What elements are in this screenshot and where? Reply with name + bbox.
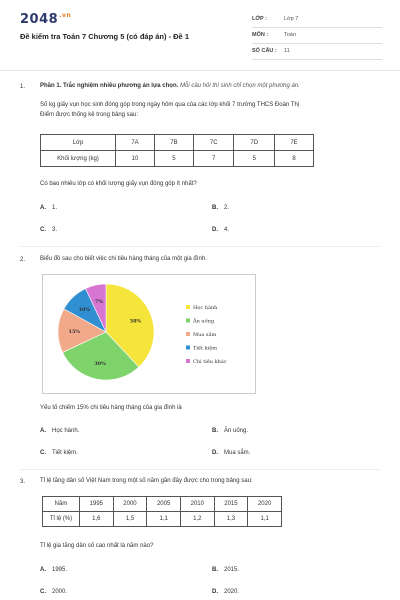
question-3-option-b[interactable] — [212, 567, 239, 573]
question-3-text: Tỉ lệ gia tăng dân số cao nhất là năm nào? — [40, 543, 154, 549]
table-header-cell: 2020 — [248, 497, 282, 512]
header-divider — [0, 70, 400, 71]
table-cell: 5 — [154, 151, 193, 167]
legend-label: Chi tiêu khác — [193, 359, 227, 365]
option-letter: D. — [212, 589, 218, 595]
option-letter: A. — [40, 567, 46, 573]
site-logo[interactable] — [20, 12, 71, 27]
question-2-number: 2. — [20, 257, 26, 263]
legend-swatch — [186, 332, 190, 336]
question-3-intro: Tỉ lệ tăng dân số Việt Nam trong một số năm gần đây được cho trong bảng sau: — [40, 478, 253, 484]
table-header-cell: 2000 — [113, 497, 147, 512]
question-2-intro: Biểu đồ sau cho biết việc chi tiêu hàng tháng của một gia đình. — [40, 256, 207, 262]
question-2-option-a[interactable] — [40, 428, 79, 434]
meta-count-key: SỐ CÂU : — [252, 48, 277, 54]
table-cell: 1,2 — [180, 512, 214, 527]
meta-class-row — [252, 14, 382, 28]
logo-text: 2048 — [20, 12, 59, 27]
legend-swatch — [186, 359, 190, 363]
question-divider — [20, 469, 380, 470]
option-text: 2. — [224, 205, 230, 211]
table-cell: 1,6 — [80, 512, 114, 527]
question-3-table — [42, 496, 282, 527]
table-header-cell: Lớp — [41, 135, 116, 151]
option-letter: B. — [212, 567, 218, 573]
legend-label: Mua sắm — [193, 332, 217, 338]
option-text: 2020. — [224, 589, 240, 595]
table-header-cell: 2010 — [180, 497, 214, 512]
option-text: Học hành. — [52, 428, 80, 434]
option-letter: C. — [40, 450, 46, 456]
question-1-number: 1. — [20, 84, 26, 90]
option-letter: D. — [212, 450, 218, 456]
option-letter: D. — [212, 227, 218, 233]
table-cell: 1,3 — [214, 512, 248, 527]
question-1-option-d[interactable] — [212, 227, 229, 233]
pie-chart — [43, 275, 255, 393]
option-letter: B. — [212, 428, 218, 434]
table-row — [41, 151, 314, 167]
table-cell: 1,1 — [248, 512, 282, 527]
meta-subject-row — [252, 30, 382, 44]
table-header-cell: 2005 — [147, 497, 181, 512]
option-letter: C. — [40, 227, 46, 233]
table-header-cell: 7B — [154, 135, 193, 151]
document-header — [0, 0, 400, 72]
table-header-cell: Năm — [43, 497, 80, 512]
meta-subject-key: MÔN : — [252, 32, 269, 38]
question-1-option-a[interactable] — [40, 205, 57, 211]
table-header-cell: 7A — [116, 135, 155, 151]
meta-count-row — [252, 46, 382, 60]
pie-slice-label: 38% — [129, 318, 142, 325]
legend-swatch — [186, 346, 190, 350]
option-text: 1. — [52, 205, 58, 211]
question-2-option-b[interactable] — [212, 428, 248, 434]
table-header-cell: 7C — [193, 135, 234, 151]
table-row — [41, 135, 314, 151]
table-cell: 10 — [116, 151, 155, 167]
table-header-cell: 7E — [275, 135, 314, 151]
option-letter: A. — [40, 205, 46, 211]
option-text: Ăn uống. — [224, 428, 249, 434]
pie-slice-label: 7% — [94, 299, 104, 306]
option-text: 4. — [224, 227, 230, 233]
question-2-text: Yếu tố chiếm 15% chi tiêu hàng tháng của gia đình là — [40, 405, 182, 411]
option-text: Tiết kiệm. — [52, 450, 78, 456]
question-3-option-a[interactable] — [40, 567, 67, 573]
logo-suffix: .vn — [59, 12, 72, 19]
table-row — [43, 497, 282, 512]
legend-label: Học hành — [193, 305, 218, 311]
question-1-intro-line-2: Điểm được thống kê trong bảng sau: — [40, 112, 139, 118]
option-letter: A. — [40, 428, 46, 434]
legend-label: Ăn uống — [193, 318, 215, 325]
table-cell: 1,5 — [113, 512, 147, 527]
part-1-note: Mỗi câu hỏi thí sinh chỉ chọn một phương án. — [179, 83, 300, 89]
question-3-option-c[interactable] — [40, 589, 67, 595]
meta-class-value: Lớp 7 — [284, 16, 299, 22]
question-1-option-c[interactable] — [40, 227, 57, 233]
option-text: 3. — [52, 227, 58, 233]
table-header-cell: 7D — [234, 135, 275, 151]
pie-slice-label: 30% — [94, 361, 106, 368]
table-cell: 1,1 — [147, 512, 181, 527]
question-1-text: Có bao nhiêu lớp có khối lượng giấy vụn đóng góp ít nhất? — [40, 181, 197, 187]
table-cell: 7 — [193, 151, 234, 167]
meta-class-key: LỚP : — [252, 16, 267, 22]
legend-label: Tiết kiệm — [193, 345, 217, 352]
option-text: Mua sắm. — [224, 450, 251, 456]
meta-count-value: 11 — [284, 48, 290, 54]
table-header-cell: 2015 — [214, 497, 248, 512]
table-row — [43, 512, 282, 527]
legend-swatch — [186, 319, 190, 323]
document-title: Đề kiểm tra Toán 7 Chương 5 (có đáp án) - Đề 1 — [20, 32, 189, 41]
table-cell: 8 — [275, 151, 314, 167]
question-divider — [20, 246, 380, 247]
option-letter: C. — [40, 589, 46, 595]
option-text: 2015. — [224, 567, 240, 573]
option-text: 2000. — [52, 589, 68, 595]
pie-slice-label: 10% — [78, 306, 91, 313]
pie-chart-frame — [42, 274, 256, 394]
meta-subject-value: Toán — [284, 32, 296, 38]
option-letter: B. — [212, 205, 218, 211]
table-cell: Khối lượng (kg) — [41, 151, 116, 167]
question-2-option-d[interactable] — [212, 450, 250, 456]
table-header-cell: 1995 — [80, 497, 114, 512]
option-text: 1995. — [52, 567, 68, 573]
pie-slice-label: 15% — [68, 329, 81, 336]
part-1-title: Phần 1. Trắc nghiệm nhiều phương án lựa chọn. — [40, 83, 179, 89]
question-1-option-b[interactable] — [212, 205, 229, 211]
table-cell: Tỉ lệ (%) — [43, 512, 80, 527]
question-3-number: 3. — [20, 479, 26, 485]
question-1-table — [40, 134, 314, 167]
question-1-intro-line-1: Số kg giấy vụn học sinh đóng góp trong ngày hôm qua của các lớp khối 7 trường THCS Đoàn Thị — [40, 102, 300, 108]
legend-swatch — [186, 305, 190, 309]
question-3-option-d[interactable] — [212, 589, 239, 595]
question-2-option-c[interactable] — [40, 450, 78, 456]
table-cell: 5 — [234, 151, 275, 167]
part-1-heading — [40, 82, 385, 91]
